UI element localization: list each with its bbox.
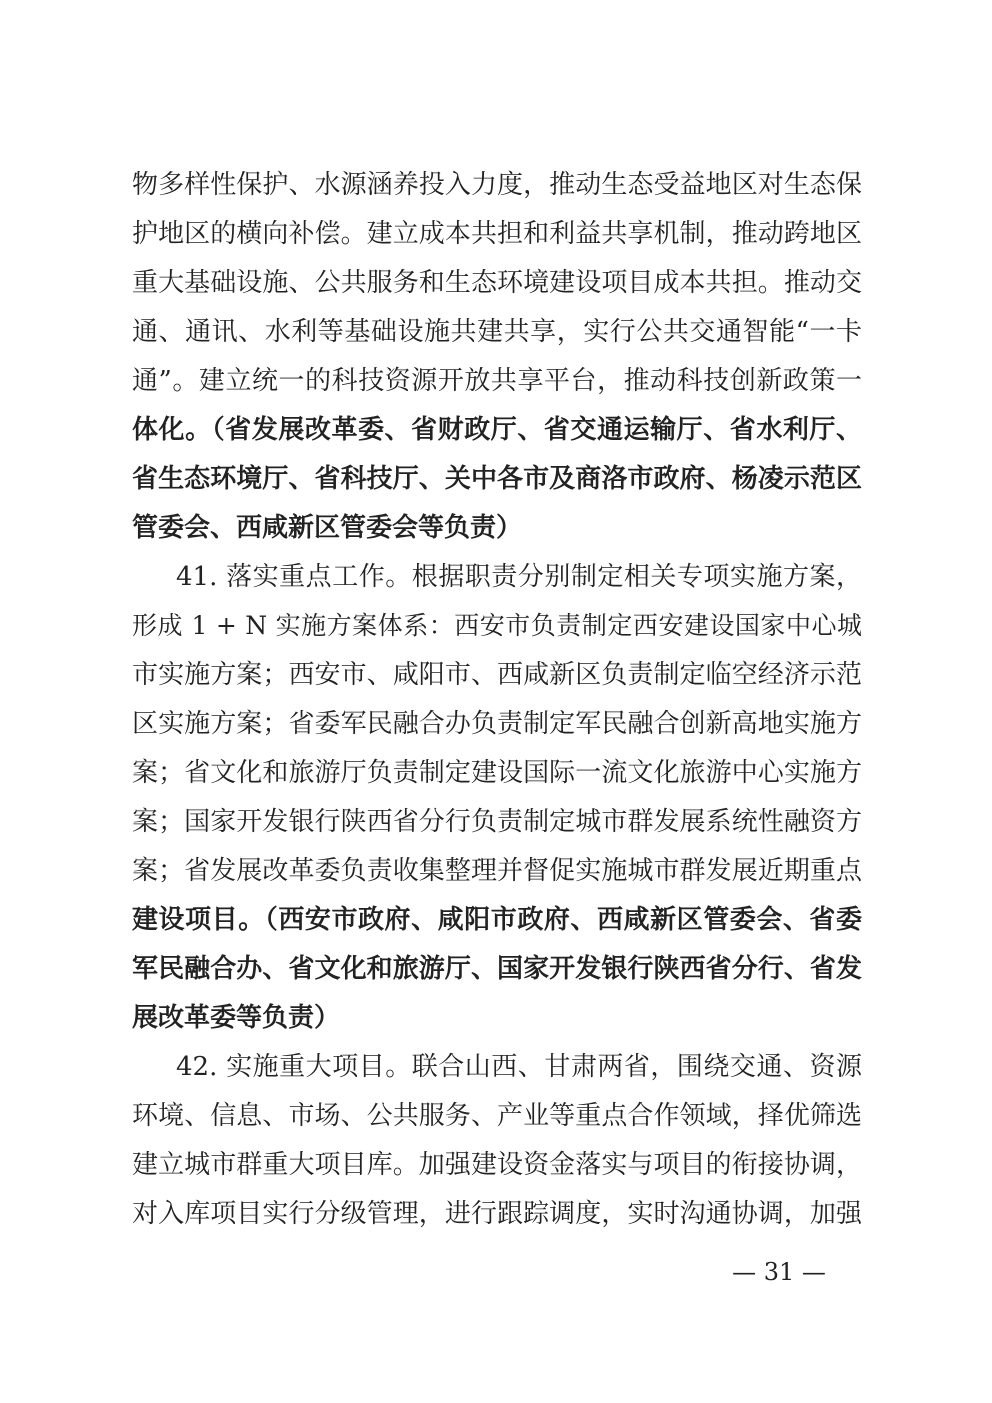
text-line: 对入库项目实行分级管理，进行跟踪调度，实时沟通协调，加强: [132, 1199, 862, 1229]
text-line: 市实施方案；西安市、咸阳市、西咸新区负责制定临空经济示范: [132, 660, 862, 690]
responsible-line: 省生态环境厅、省科技厅、关中各市及商洛市政府、杨凌示范区: [132, 464, 862, 494]
page-number: — 31 —: [732, 1258, 826, 1286]
text-line: 物多样性保护、水源涵养投入力度，推动生态受益地区对生态保: [132, 170, 862, 200]
text-line: 护地区的横向补偿。建立成本共担和利益共享机制，推动跨地区: [132, 219, 862, 249]
text-line: 形成 1 + N 实施方案体系：西安市负责制定西安建设国家中心城: [132, 611, 862, 640]
responsible-line: 军民融合办、省文化和旅游厅、国家开发银行陕西省分行、省发: [132, 954, 862, 984]
text-line: 环境、信息、市场、公共服务、产业等重点合作领域，择优筛选: [132, 1101, 862, 1131]
text-line: 案；国家开发银行陕西省分行负责制定城市群发展系统性融资方: [132, 807, 862, 837]
text-line: 重大基础设施、公共服务和生态环境建设项目成本共担。推动交: [132, 268, 862, 298]
responsible-line: 管委会、西咸新区管委会等负责）: [132, 513, 523, 543]
text-line: 区实施方案；省委军民融合办负责制定军民融合创新高地实施方: [132, 709, 862, 739]
responsible-line: 展改革委等负责）: [132, 1003, 341, 1033]
text-line: 建立城市群重大项目库。加强建设资金落实与项目的衔接协调，: [132, 1150, 862, 1180]
text-line: 案；省发展改革委负责收集整理并督促实施城市群发展近期重点: [132, 856, 862, 886]
responsible-line: 建设项目。（西安市政府、咸阳市政府、西咸新区管委会、省委: [132, 905, 862, 935]
responsible-line: 体化。（省发展改革委、省财政厅、省交通运输厅、省水利厅、: [132, 415, 862, 445]
text-line: 通”。建立统一的科技资源开放共享平台，推动科技创新政策一: [132, 366, 862, 396]
text-line: 案；省文化和旅游厅负责制定建设国际一流文化旅游中心实施方: [132, 758, 862, 788]
text-line: 通、通讯、水利等基础设施共建共享，实行公共交通智能“一卡: [132, 317, 862, 347]
section-42-heading-line: 42. 实施重大项目。联合山西、甘肃两省，围绕交通、资源: [176, 1052, 862, 1082]
section-41-heading-line: 41. 落实重点工作。根据职责分别制定相关专项实施方案，: [176, 562, 862, 592]
